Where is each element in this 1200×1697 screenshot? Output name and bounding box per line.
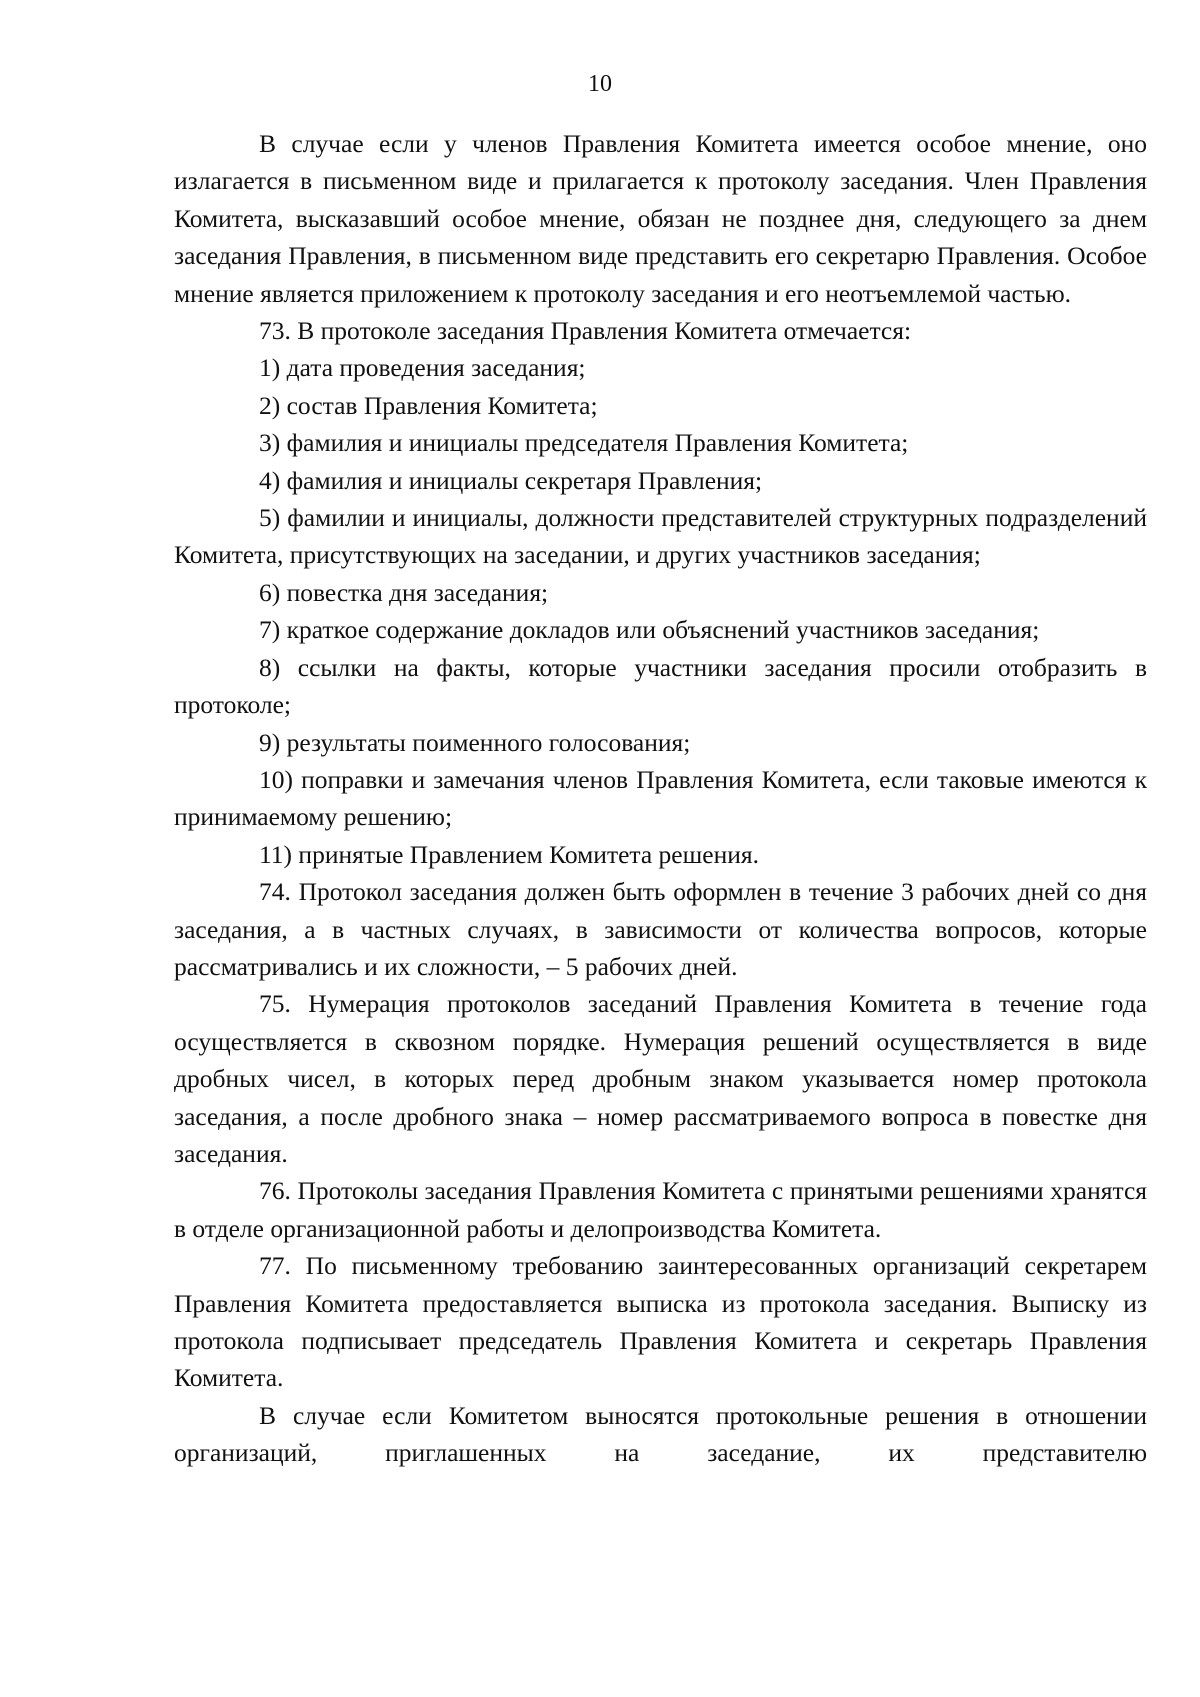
paragraph-77: 77. По письменному требованию заинтересованных организаций секретарем Правления Комитета предоставляется выписка из протокола заседания. Выписку из протокола подписывает председатель Правления Комитета и секретарь Правления Комитета. [174,1251,1147,1393]
document-body [174,125,1147,1472]
paragraph-74: 74. Протокол заседания должен быть оформлен в течение 3 рабочих дней со дня заседания, а в частных случаях, в зависимости от количества вопросов, которые рассматривались и их сложности, – 5 рабочих дней. [174,877,1147,981]
page-number: 10 [588,71,612,97]
list-item-3: 3) фамилия и инициалы председателя Правления Комитета; [259,428,909,458]
paragraph-73: 73. В протоколе заседания Правления Комитета отмечается: [259,316,912,346]
paragraph-75: 75. Нумерация протоколов заседаний Правления Комитета в течение года осуществляется в сквозном порядке. Нумерация решений осуществляется в виде дробных чисел, в которых перед дробным знаком указывается номер протокола заседания, а после дробного знака – номер рассматриваемого вопроса в повестке дня заседания. [174,989,1147,1168]
list-item-9: 9) результаты поименного голосования; [259,727,691,757]
list-item-5: 5) фамилии и инициалы, должности представителей структурных подразделений Комитета, присутствующих на заседании, и других участников заседания; [174,503,1147,570]
list-item-1: 1) дата проведения заседания; [259,353,586,383]
list-item-4: 4) фамилия и инициалы секретаря Правления; [259,465,763,495]
list-item-10: 10) поправки и замечания членов Правления Комитета, если таковые имеются к принимаемому решению; [174,764,1147,832]
list-item-2: 2) состав Правления Комитета; [259,390,598,420]
list-item-11: 11) принятые Правлением Комитета решения. [259,839,759,869]
paragraph-76: 76. Протоколы заседания Правления Комитета с принятыми решениями хранятся в отделе организационной работы и делопроизводства Комитета. [174,1176,1147,1243]
paragraph-decisions-regarding-organizations: В случае если Комитетом выносятся протокольные решения в отношении организаций, приглашенных на заседание, их представителю [174,1400,1147,1468]
list-item-7: 7) краткое содержание докладов или объяснений участников заседания; [259,615,1040,645]
list-item-8: 8) ссылки на факты, которые участники заседания просили отобразить в протоколе; [174,652,1147,720]
list-item-6: 6) повестка дня заседания; [259,577,549,607]
paragraph-dissenting-opinion: В случае если у членов Правления Комитета имеется особое мнение, оно излагается в письменном виде и прилагается к протоколу заседания. Член Правления Комитета, высказавший особое мнение, обязан не позднее дня, следующего за днем заседания Правления, в письменном виде представить его секретарю Правления. Особое мнение является приложением к протоколу заседания и его неотъемлемой частью. [174,129,1147,308]
